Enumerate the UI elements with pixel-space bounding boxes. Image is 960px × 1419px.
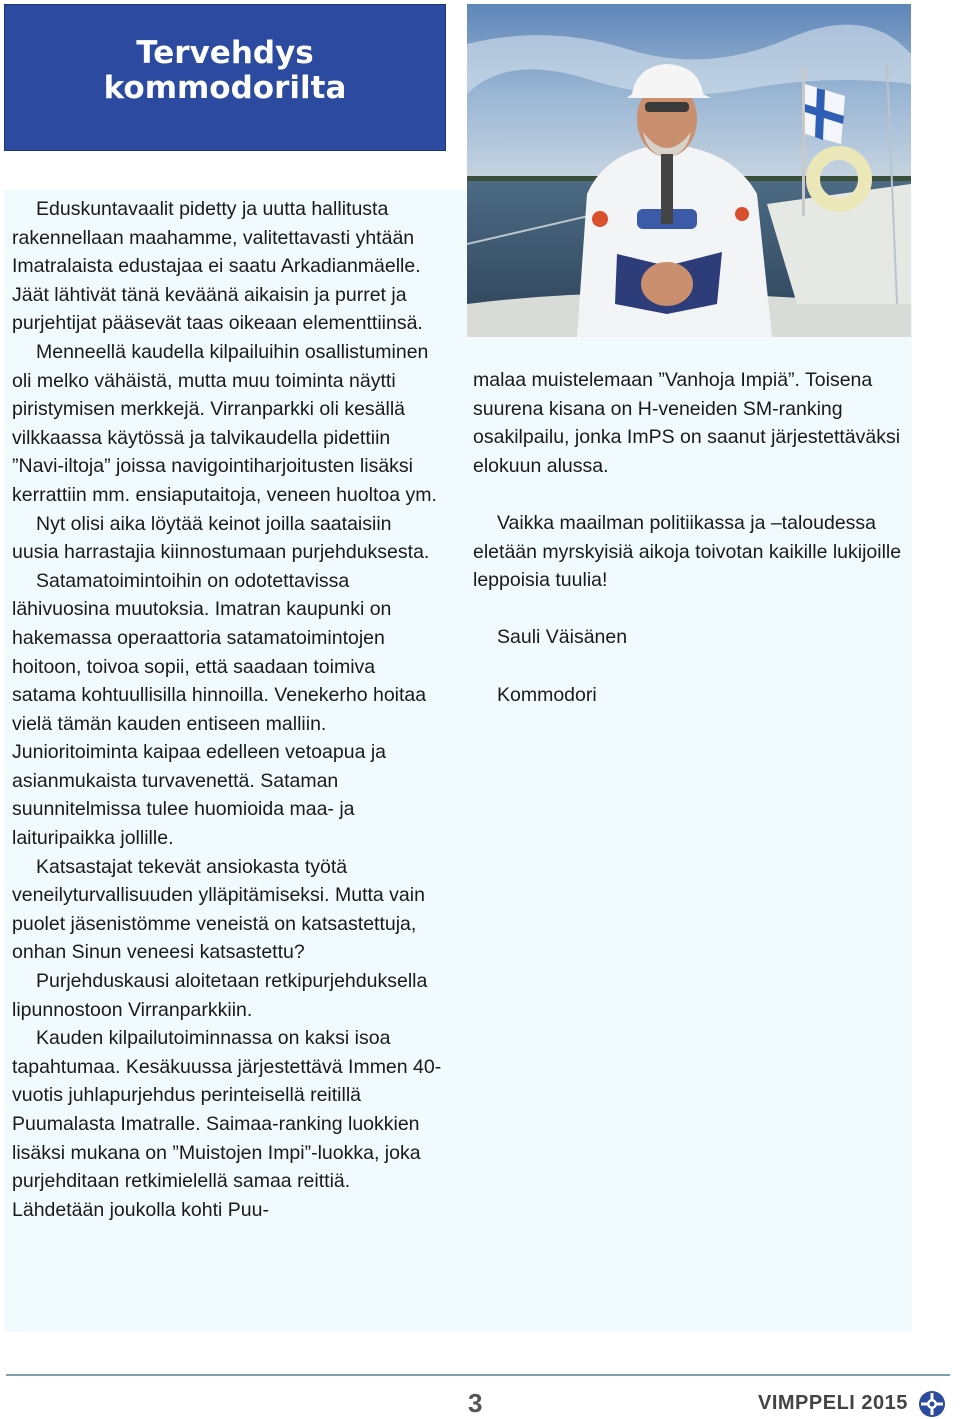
club-logo-icon — [918, 1390, 946, 1418]
paragraph: Menneellä kaudella kilpailuihin osallistuminen oli melko vähäistä, mutta muu toiminta näytti piristymisen merkkejä. Virranparkki oli kesällä vilkkaassa käytössä ja talvikaudella pidettiin ”Navi-iltoja” joissa navigointiharjoitusten lisäksi kerrattiin mm. ensiaputaitoja, veneen huoltoa ym. — [12, 340, 437, 506]
article-left-column — [12, 195, 442, 1224]
publication-name: VIMPPELI 2015 — [758, 1392, 908, 1414]
commodore-photo — [467, 4, 911, 337]
closing-paragraph: Vaikka maailman politiikassa ja –taloudessa eletään myrskyisiä aikoja toivotan kaikille lukijoille leppoisia tuulia! — [473, 511, 902, 592]
page-number: 3 — [468, 1388, 483, 1418]
paragraph: Satamatoimintoihin on odotettavissa lähivuosina muutoksia. Imatran kaupunki on hakemassa operaattoria satamatoimintojen hoitoon, toivoa sopii, että saadaan toimiva satama kohtuullisilla hinnoilla. Venekerho hoitaa vielä tämän kauden entiseen malliin. Junioritoiminta kaipaa edelleen vetoapua ja asianmukaista turvavenettä. Sataman suunnitelmissa tulee huomioida maa- ja laituripaikka jollille. — [12, 569, 427, 850]
footer-rule — [6, 1374, 950, 1376]
paragraph: Eduskuntavaalit pidetty ja uutta hallitusta rakennellaan maahamme, valitettavasti yhtään Imatralaista edustajaa ei saatu Arkadianmäelle. Jäät lähtivät tänä keväänä aikaisin ja purret ja purjehtijat pääsevät taas oikeaan elementtiinsä. — [12, 198, 423, 335]
paragraph: Kauden kilpailutoiminnassa on kaksi isoa tapahtumaa. Kesäkuussa järjestettävä Immen 40-vuotis juhlapurjehdus perinteisellä reitillä Puumalasta Imatralle. Saimaa-ranking luokkien lisäksi mukana on ”Muistojen Impi”-luokka, joka purjehditaan retkimielellä samaa reittiä. Lähdetään joukolla kohti Puu- — [12, 1027, 442, 1221]
paragraph: Nyt olisi aika löytää keinot joilla saataisiin uusia harrastajia kiinnostumaan purjehduksesta. — [12, 512, 430, 564]
photo-illustration — [467, 4, 911, 337]
signature-name: Sauli Väisänen — [497, 626, 628, 649]
paragraph: Katsastajat tekevät ansiokasta työtä veneilyturvallisuuden ylläpitämiseksi. Mutta vain puolet jäsenistömme veneistä on katsastettuja, onhan Sinun veneesi katsastettu? — [12, 855, 425, 964]
article-right-column — [473, 366, 903, 709]
page-title — [104, 36, 347, 106]
title-line-1: Tervehdys — [136, 34, 314, 71]
title-line-2: kommodorilta — [103, 69, 347, 106]
header-title-box — [4, 4, 446, 151]
paragraph: Purjehduskausi aloitetaan retkipurjehduksella lipunnostoon Virranparkkiin. — [12, 970, 428, 1021]
paragraph-continuation: malaa muistelemaan ”Vanhoja Impiä”. Toisena suurena kisana on H-veneiden SM-ranking osakilpailu, jonka ImPS on saanut järjestettäväksi elokuun alussa. — [473, 369, 901, 477]
signature-title: Kommodori — [497, 683, 597, 706]
flag-pole — [802, 66, 805, 216]
